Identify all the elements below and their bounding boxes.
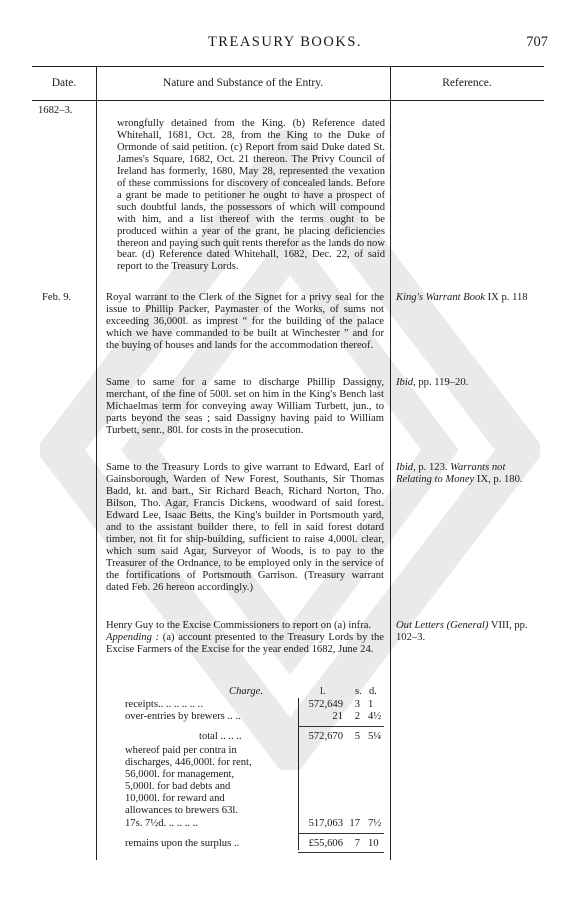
reference-kings-warrant-book: King's Warrant Book IX p. 118	[396, 292, 528, 303]
year-marker: 1682–3.	[38, 105, 73, 116]
entry-dassigny: Same to same for a same to discharge Phillip Dassigny, merchant, of the fine of 500l. set on him in the King's Bench last Michaelmas term for conveying away William Turbett, jun., to parts beyond the seas ; said Dassigny having paid to William Turbett, senr., 80l. for costs in the prosecution.	[106, 377, 384, 436]
entry-new-forest-timber: Same to the Treasury Lords to give warrant to Edward, Earl of Gainsborough, Warden of New Forest, Southants, Sir Thomas Badd, kt. and bart., Sir Richard Beach, Richard Norton, Tho. Bilson, Tho. Agar, Francis Dickens, woodward of said forest. Edward Lee, Isaac Betts, the King's builder in Portsmouth yard, and to the assistant builder there, to fell in said forest dotard timber, not fit for ship-building, sufficient to raise 4,000l. clear, which sum said Agar, Surveyor of Woods, is to pay to the Treasurer of the Ordnance, to be employed only in the service of the fortifications of Portsmouth Garrison. (Treasury warrant dated Feb. 26 hereon accordingly.)	[106, 462, 384, 593]
reference-out-letters: Out Letters (General) VIII, pp. 102–3.	[396, 620, 528, 643]
reference-column-divider	[390, 66, 391, 860]
table-header-rule	[32, 100, 544, 101]
column-header-date: Date.	[51, 77, 77, 89]
entry-date: Feb. 9.	[42, 292, 72, 303]
account-row-l: 572,649	[308, 699, 343, 710]
account-final-rule	[298, 852, 384, 853]
account-col-d: d.	[369, 686, 377, 697]
account-row-d: 1	[368, 699, 374, 710]
entry-henry-guy: Henry Guy to the Excise Commissioners to report on (a) infra. Appending : (a) account presented to the Treasury Lords by the Excise Farmers of the Excise for the year ended 1682, June 24.	[106, 620, 385, 655]
account-row-s: 3	[354, 699, 360, 710]
account-total-label: total .. .. ..	[199, 731, 242, 742]
table-top-rule	[32, 66, 544, 67]
account-whereof-s: 17	[349, 818, 360, 829]
account-surplus-rule	[298, 833, 384, 834]
account-surplus-s: 7	[354, 838, 360, 849]
account-col-s: s.	[355, 686, 362, 697]
column-header-reference: Reference.	[442, 77, 492, 89]
running-header-title: TREASURY BOOKS.	[207, 34, 363, 50]
account-total-d: 5¼	[368, 731, 382, 742]
account-surplus-d: 10	[368, 838, 379, 849]
account-col-l: l.	[320, 686, 326, 697]
account-whereof-last-label: 17s. 7½d. .. .. .. ..	[125, 818, 198, 829]
account-surplus-l: £55,606	[308, 838, 343, 849]
account-row-l: 21	[332, 711, 343, 722]
account-surplus-label: remains upon the surplus ..	[125, 838, 240, 849]
account-subtotal-rule	[298, 726, 384, 727]
column-header-nature: Nature and Substance of the Entry.	[162, 77, 324, 89]
account-row-label: over-entries by brewers .. ..	[125, 711, 241, 722]
account-charge-heading: Charge.	[229, 686, 264, 697]
page-number: 707	[526, 34, 548, 50]
entry-royal-warrant-packer: Royal warrant to the Clerk of the Signet for a privy seal for the issue to Phillip Packer, Paymaster of the Works, of sums not exceeding 36,000l. as imprest “ for the building of the palace which we have commanded to be built at Winchester ” and for the buying of houses and lands for the accommodation thereof.	[106, 292, 384, 351]
account-row-label: receipts.. .. .. .. .. ..	[125, 699, 203, 710]
account-row-s: 2	[354, 711, 360, 722]
account-row-d: 4½	[368, 711, 382, 722]
reference-ibid-119: Ibid, pp. 119–20.	[396, 377, 469, 388]
account-total-s: 5	[354, 731, 360, 742]
reference-ibid-123: Ibid, p. 123. Warrants not Relating to Money IX, p. 180.	[396, 462, 523, 485]
account-whereof-d: 7½	[368, 818, 382, 829]
entry-continuation: wrongfully detained from the King. (b) Reference dated Whitehall, 1681, Oct. 28, from the King to the Duke of Ormonde of said petition. (c) Report from said Duke dated St. James's Square, 1682, Oct. 21 thereon. The Privy Council of Ireland has formerly, 1680, May 28, represented the vexation of these commissions for discovery of concealed lands. Before a grant be made to petitioner he ought to have a prospect of such doubtful lands, the possessors of which will compound with him, and a list thereof with the terms ought to be produced within a year of the grant, he placing deficiencies thereon and paying such quit rents therefor as the lands do now bear. (d) Reference dated Whitehall, 1682, Dec. 22, of said report to the Treasury Lords.	[117, 118, 386, 273]
account-whereof-text: whereof paid per contra in discharges, 446,000l. for rent, 56,000l. for management, 5,000l. for bad debts and 10,000l. for reward and allowances to brewers 63l.	[125, 745, 252, 816]
date-column-divider	[96, 66, 97, 860]
account-whereof-l: 517,063	[308, 818, 343, 829]
account-total-l: 572,670	[308, 731, 343, 742]
